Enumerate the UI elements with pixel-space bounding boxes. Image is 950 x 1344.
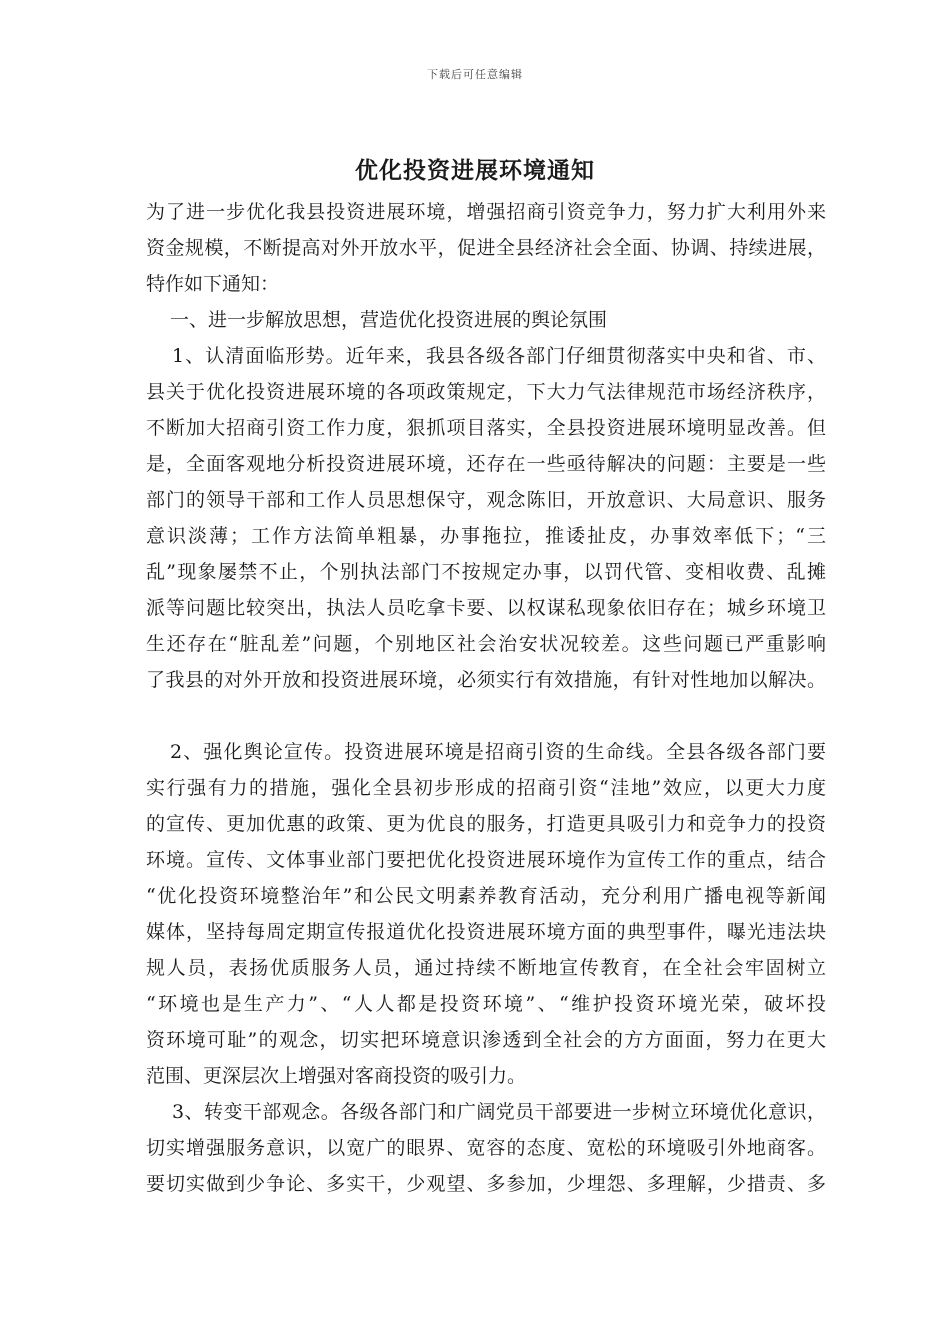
header-note: 下载后可任意编辑 bbox=[427, 68, 523, 81]
body-line: 1、认清面临形势。近年来，我县各级各部门仔细贯彻落实中央和省、市、 bbox=[172, 345, 826, 367]
body-line: 部门的领导干部和工作人员思想保守，观念陈旧，开放意识、大局意识、服务 bbox=[146, 489, 826, 511]
body-line: 派等问题比较突出，执法人员吃拿卡要、以权谋私现象依旧存在；城乡环境卫 bbox=[146, 597, 826, 619]
body-line: 2、强化舆论宣传。投资进展环境是招商引资的生命线。全县各级各部门要 bbox=[170, 741, 826, 763]
body-line: 环境。宣传、文体事业部门要把优化投资进展环境作为宣传工作的重点，结合 bbox=[146, 849, 826, 871]
body-line: 不断加大招商引资工作力度，狠抓项目落实，全县投资进展环境明显改善。但 bbox=[146, 417, 826, 439]
body-line: 规人员，表扬优质服务人员，通过持续不断地宣传教育，在全社会牢固树立 bbox=[146, 957, 826, 979]
document-title: 优化投资进展环境通知 bbox=[355, 157, 595, 184]
body-line: 资环境可耻”的观念，切实把环境意识渗透到全社会的方方面面，努力在更大 bbox=[146, 1029, 826, 1051]
body-line: 特作如下通知： bbox=[146, 273, 280, 295]
body-line: 是，全面客观地分析投资进展环境，还存在一些亟待解决的问题：主要是一些 bbox=[146, 453, 826, 475]
body-line: 实行强有力的措施，强化全县初步形成的招商引资“洼地”效应，以更大力度 bbox=[146, 777, 826, 799]
body-line: 要切实做到少争论、多实干，少观望、多参加，少埋怨、多理解，少措责、多 bbox=[146, 1173, 826, 1195]
body-line: 资金规模，不断提高对外开放水平，促进全县经济社会全面、协调、持续进展， bbox=[146, 237, 826, 259]
body-line: “环境也是生产力”、“人人都是投资环境”、“维护投资环境光荣，破坏投 bbox=[146, 993, 826, 1015]
body-line: 生还存在“脏乱差”问题，个别地区社会治安状况较差。这些问题已严重影响 bbox=[146, 633, 826, 655]
body-line: 县关于优化投资进展环境的各项政策规定，下大力气法律规范市场经济秩序， bbox=[146, 381, 826, 403]
body-line: “优化投资环境整治年”和公民文明素养教育活动，充分利用广播电视等新闻 bbox=[146, 885, 826, 907]
body-line: 媒体，坚持每周定期宣传报道优化投资进展环境方面的典型事件，曝光违法块 bbox=[146, 921, 826, 943]
body-line: 切实增强服务意识，以宽广的眼界、宽容的态度、宽松的环境吸引外地商客。 bbox=[146, 1137, 826, 1159]
body-line: 意识淡薄；工作方法简单粗暴，办事拖拉，推诿扯皮，办事效率低下；“三 bbox=[146, 525, 826, 547]
body-line: 范围、更深层次上增强对客商投资的吸引力。 bbox=[146, 1065, 527, 1087]
body-line: 为了进一步优化我县投资进展环境，增强招商引资竞争力，努力扩大利用外来 bbox=[146, 201, 826, 223]
body-line: 3、转变干部观念。各级各部门和广阔党员干部要进一步树立环境优化意识， bbox=[172, 1101, 826, 1123]
body-line: 的宣传、更加优惠的政策、更为优良的服务，打造更具吸引力和竞争力的投资 bbox=[146, 813, 826, 835]
section-heading: 一、进一步解放思想，营造优化投资进展的舆论氛围 bbox=[170, 309, 608, 331]
body-line: 了我县的对外开放和投资进展环境，必须实行有效措施，有针对性地加以解决。 bbox=[146, 669, 826, 691]
body-line: 乱”现象屡禁不止，个别执法部门不按规定办事，以罚代管、变相收费、乱摊 bbox=[146, 561, 826, 583]
